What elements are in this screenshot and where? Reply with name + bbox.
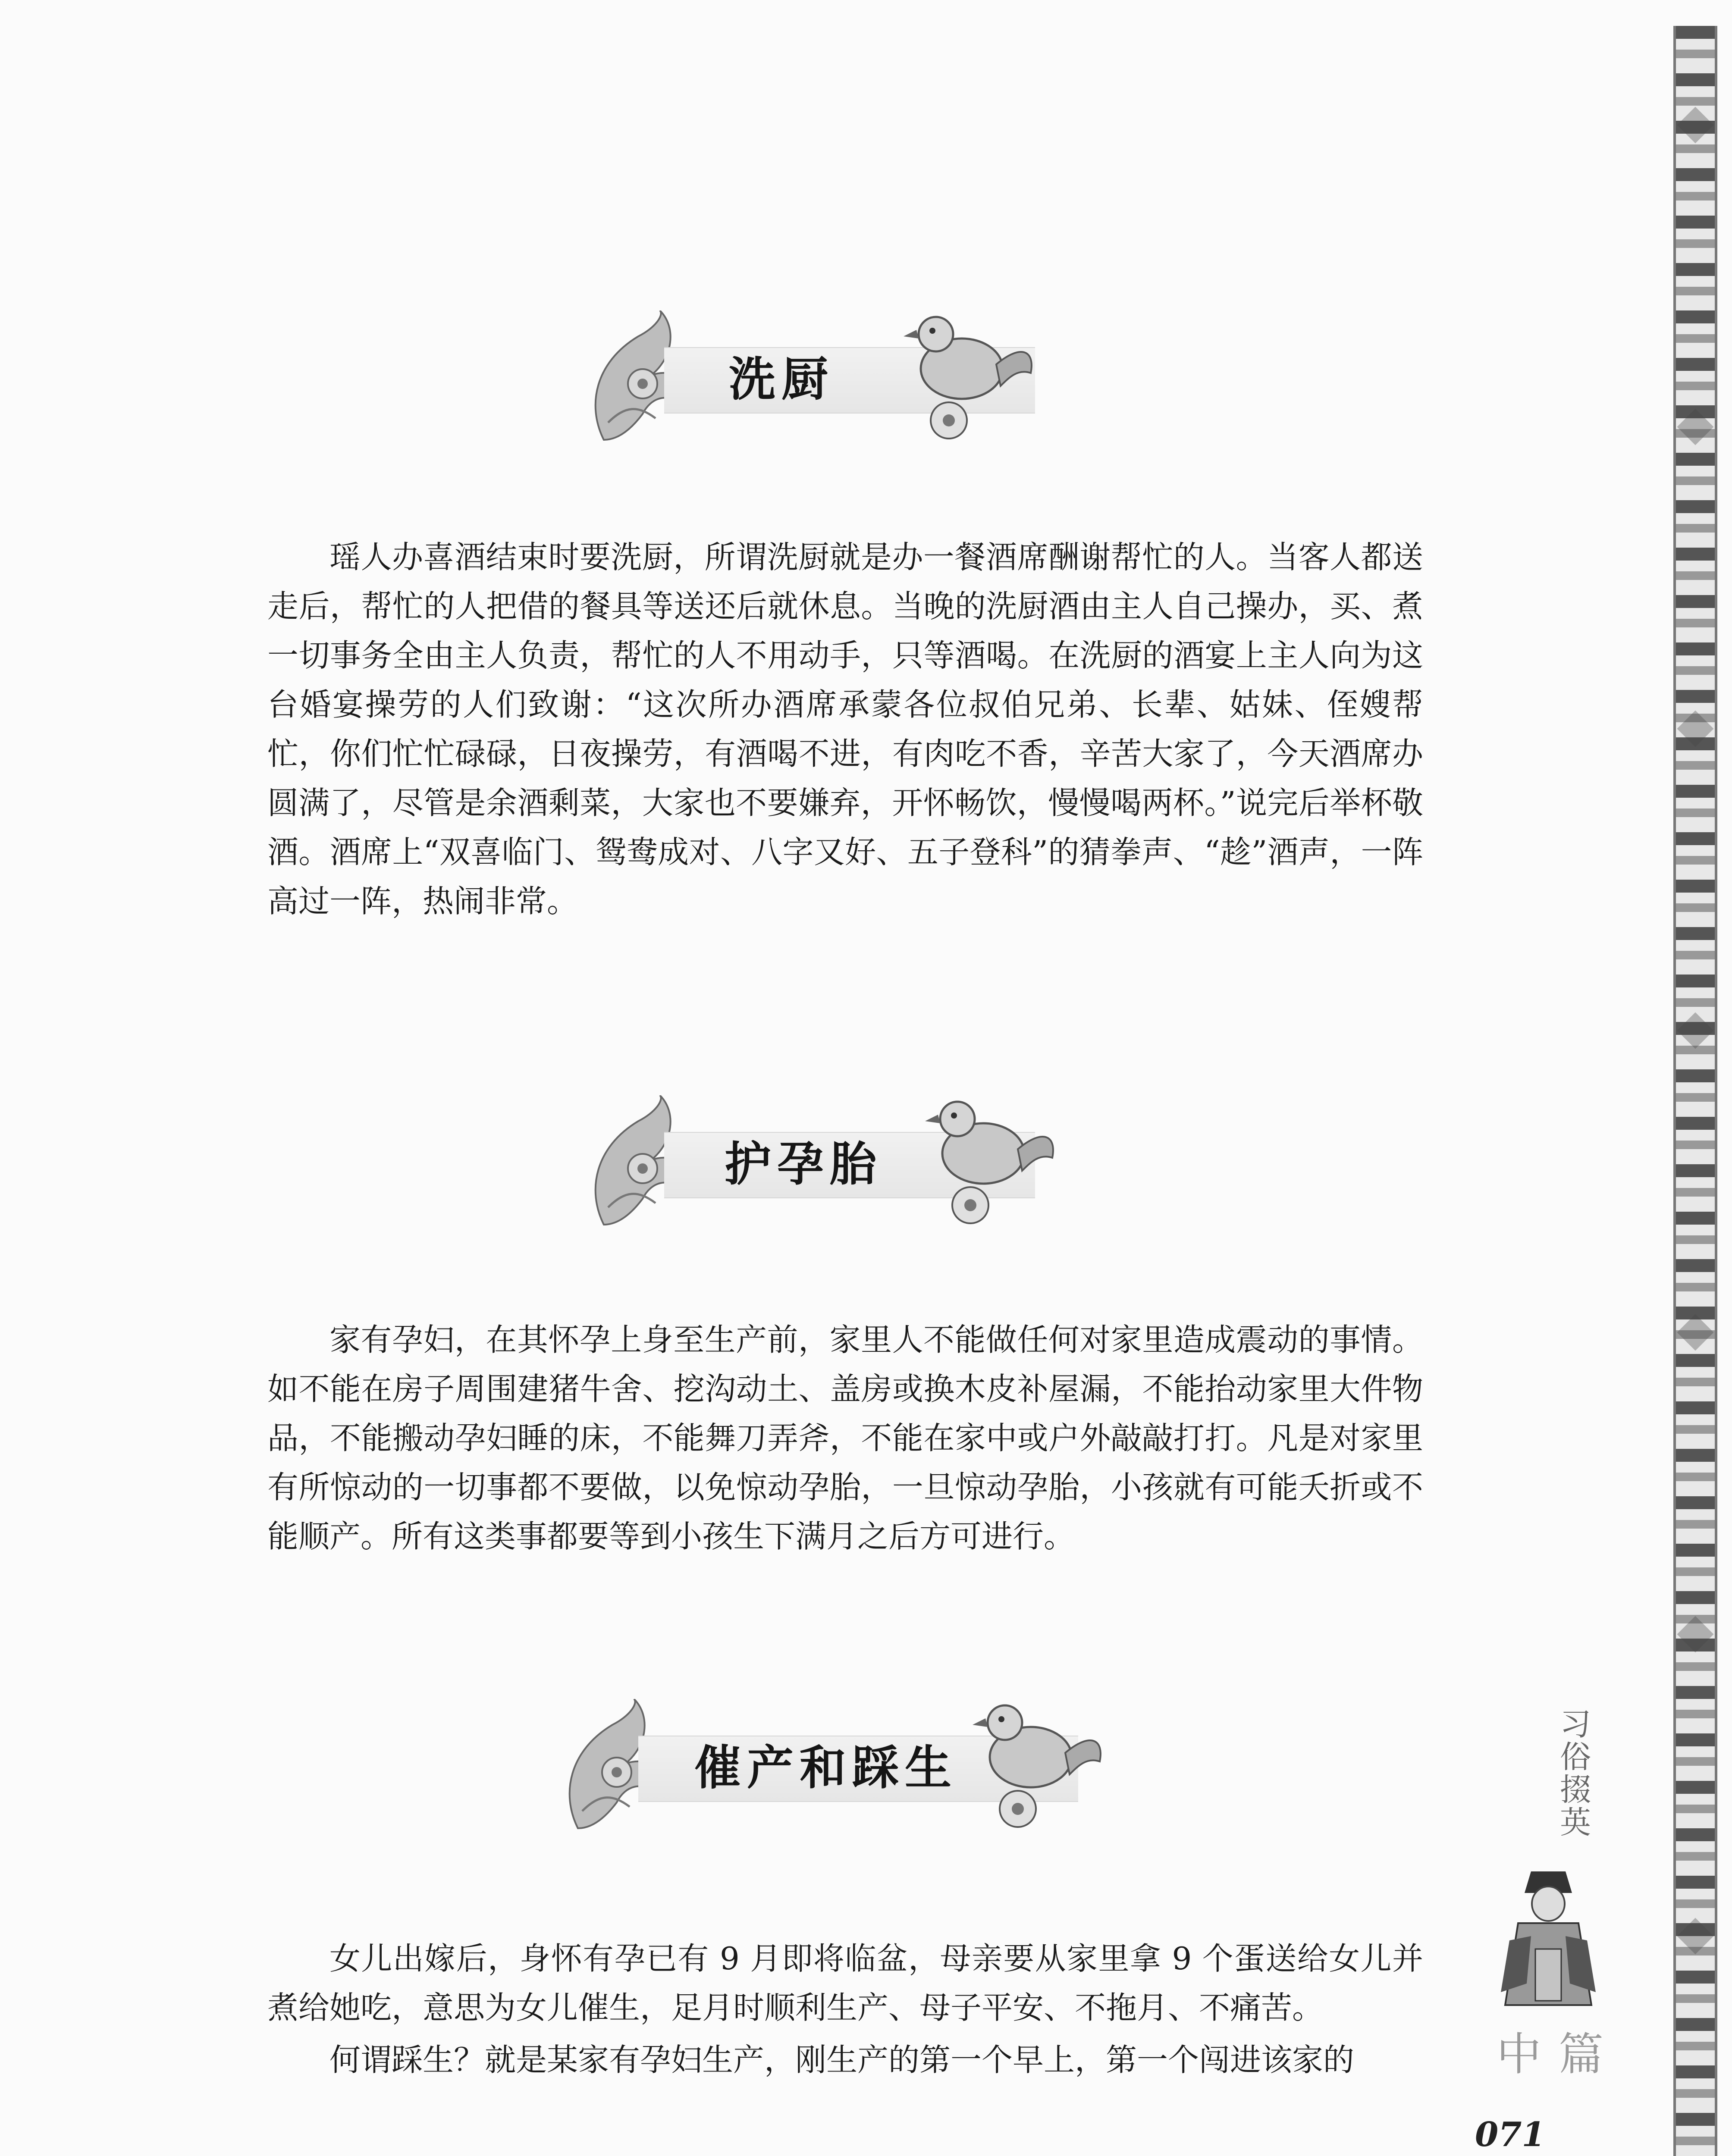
section-heading-1	[0, 302, 1732, 457]
bird-ornament-icon	[919, 1089, 1061, 1235]
figure-illustration	[1484, 1863, 1613, 2009]
page-number: 071	[1475, 2115, 1545, 2154]
section-title: 洗厨	[729, 352, 835, 407]
bird-ornament-icon	[966, 1692, 1108, 1839]
section-heading-3	[0, 1690, 1732, 1846]
paragraph: 何谓踩生？就是某家有孕妇生产，刚生产的第一个早上，第一个闯进该家的	[329, 2042, 1355, 2078]
section-title: 护孕胎	[725, 1137, 883, 1191]
chapter-label: 习俗掇英	[1555, 1708, 1591, 1839]
section-heading-2	[0, 1087, 1732, 1242]
part-label: 中篇	[1497, 2028, 1621, 2081]
paragraph: 瑶人办喜酒结束时要洗厨，所谓洗厨就是办一餐酒席酬谢帮忙的人。当客人都送走后，帮忙的人把借的餐具等送还后就休息。当晚的洗厨酒由主人自己操办，买、煮一切事务全由主人负责，帮忙的人不用动手，只等酒喝。在洗厨的酒宴上主人向为这台婚宴操劳的人们致谢：“这次所办酒席承蒙各位叔伯兄弟、长辈、姑妹、侄嫂帮忙，你们忙忙碌碌，日夜操劳，有酒喝不进，有肉吃不香，辛苦大家了，今天酒席办圆满了，尽管是余酒剩菜，大家也不要嫌弃，开怀畅饮，慢慢喝两杯。”说完后举杯敬酒。酒席上“双喜临门、鸳鸯成对、八字又好、五子登科”的猜拳声、“趁”酒声，一阵高过一阵，热闹非常。	[267, 539, 1423, 919]
paragraph: 女儿出嫁后，身怀有孕已有 9 月即将临盆，母亲要从家里拿 9 个蛋送给女儿并煮给她吃，意思为女儿催生，足月时顺利生产、母子平安、不拖月、不痛苦。	[267, 1940, 1423, 2026]
paragraph: 家有孕妇，在其怀孕上身至生产前，家里人不能做任何对家里造成震动的事情。如不能在房子周围建猪牛舍、挖沟动土、盖房或换木皮补屋漏，不能抬动家里大件物品，不能搬动孕妇睡的床，不能舞刀弄斧，不能在家中或户外敲敲打打。凡是对家里有所惊动的一切事都不要做，以免惊动孕胎，一旦惊动孕胎，小孩就有可能夭折或不能顺产。所有这类事都要等到小孩生下满月之后方可进行。	[267, 1322, 1423, 1554]
section-title: 催产和踩生	[694, 1741, 958, 1795]
bird-ornament-icon	[897, 304, 1039, 451]
